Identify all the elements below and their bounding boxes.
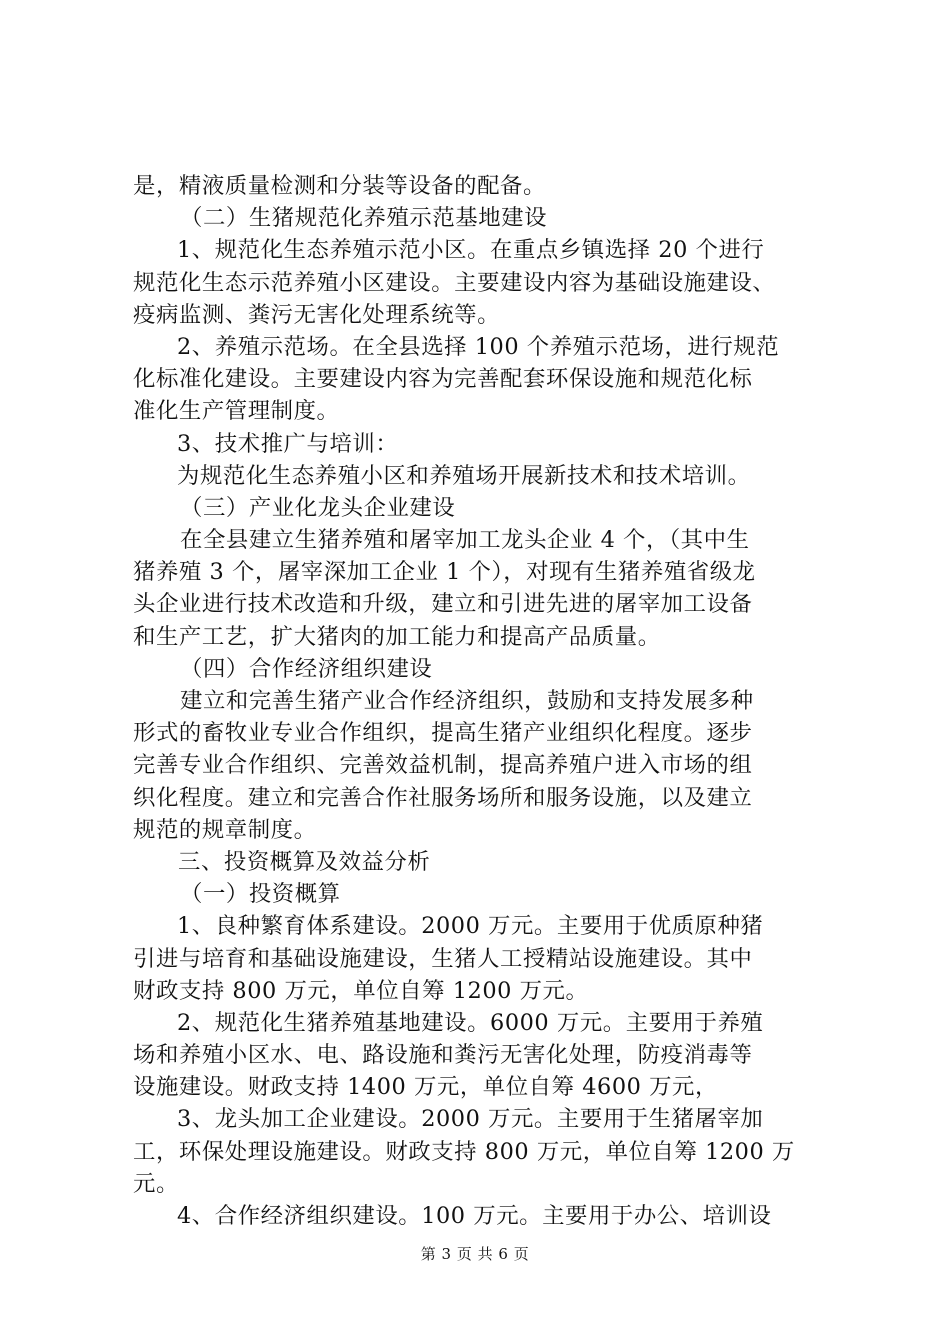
body-line: 准化生产管理制度。 bbox=[133, 398, 340, 425]
body-line: 规范化生态示范养殖小区建设。主要建设内容为基础设施建设、 bbox=[133, 269, 776, 296]
body-line: 头企业进行技术改造和升级，建立和引进先进的屠宰加工设备 bbox=[133, 591, 753, 618]
body-line: 疫病监测、粪污无害化处理系统等。 bbox=[133, 301, 501, 328]
section-heading: （一）投资概算 bbox=[180, 881, 341, 908]
body-line: 场和养殖小区水、电、路设施和粪污无害化处理，防疫消毒等 bbox=[133, 1042, 753, 1069]
body-line: 2、规范化生猪养殖基地建设。6000 万元。主要用于养殖 bbox=[177, 1009, 764, 1036]
body-line: 完善专业合作组织、完善效益机制，提高养殖户进入市场的组 bbox=[133, 752, 753, 779]
body-line: 为规范化生态养殖小区和养殖场开展新技术和技术培训。 bbox=[177, 462, 751, 489]
body-line: 元。 bbox=[133, 1170, 179, 1197]
body-line: 规范的规章制度。 bbox=[133, 816, 317, 843]
body-line: 在全县建立生猪养殖和屠宰加工龙头企业 4 个，（其中生 bbox=[180, 527, 750, 554]
body-line: 3、技术推广与培训： bbox=[177, 430, 399, 457]
body-line: 和生产工艺，扩大猪肉的加工能力和提高产品质量。 bbox=[133, 623, 661, 650]
body-line: 引进与培育和基础设施建设，生猪人工授精站设施建设。其中 bbox=[133, 945, 753, 972]
body-line: 1、良种繁育体系建设。2000 万元。主要用于优质原种猪 bbox=[177, 913, 764, 940]
body-line: 化标准化建设。主要建设内容为完善配套环保设施和规范化标 bbox=[133, 366, 753, 393]
section-heading: 三、投资概算及效益分析 bbox=[178, 848, 431, 875]
body-line: 织化程度。建立和完善合作社服务场所和服务设施，以及建立 bbox=[133, 784, 753, 811]
body-line: 工，环保处理设施建设。财政支持 800 万元，单位自筹 1200 万 bbox=[133, 1138, 795, 1165]
section-heading: （二）生猪规范化养殖示范基地建设 bbox=[180, 205, 548, 232]
document-body bbox=[133, 170, 833, 1232]
body-line: 建立和完善生猪产业合作经济组织，鼓励和支持发展多种 bbox=[180, 688, 754, 714]
body-line: 1、规范化生态养殖示范小区。在重点乡镇选择 20 个进行 bbox=[177, 237, 765, 264]
body-line: 3、龙头加工企业建设。2000 万元。主要用于生猪屠宰加 bbox=[177, 1106, 764, 1133]
body-line: 设施建设。财政支持 1400 万元，单位自筹 4600 万元， bbox=[133, 1074, 718, 1101]
body-line: 财政支持 800 万元，单位自筹 1200 万元。 bbox=[133, 977, 589, 1004]
page-number-footer: 第 3 页 共 6 页 bbox=[420, 1245, 530, 1263]
body-line: 2、养殖示范场。在全县选择 100 个养殖示范场，进行规范 bbox=[177, 333, 780, 360]
body-line: 是，精液质量检测和分装等设备的配备。 bbox=[133, 173, 546, 199]
section-heading: （三）产业化龙头企业建设 bbox=[180, 494, 456, 521]
section-heading: （四）合作经济组织建设 bbox=[180, 655, 433, 682]
body-line: 形式的畜牧业专业合作组织，提高生猪产业组织化程度。逐步 bbox=[133, 720, 753, 747]
body-line: 4、合作经济组织建设。100 万元。主要用于办公、培训设 bbox=[177, 1203, 772, 1229]
body-line: 猪养殖 3 个，屠宰深加工企业 1 个），对现有生猪养殖省级龙 bbox=[133, 559, 756, 586]
